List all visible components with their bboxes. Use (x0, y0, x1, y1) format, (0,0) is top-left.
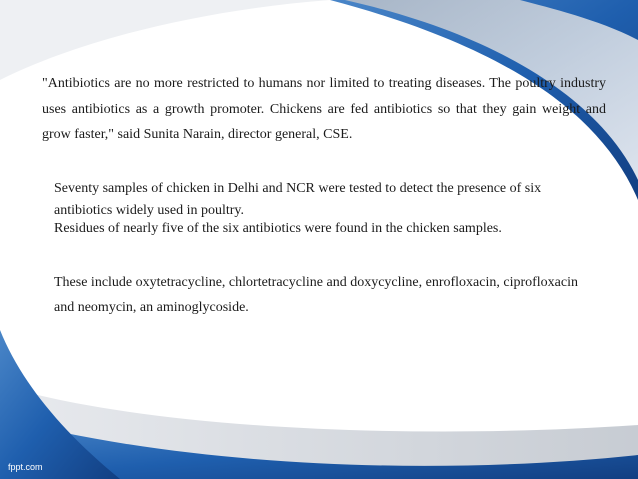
samples-paragraph: Seventy samples of chicken in Delhi and NCR were tested to detect the presence of six antibiotics widely used in poultry. (54, 181, 542, 218)
quote-paragraph: "Antibiotics are no more restricted to humans nor limited to treating diseases. The poultry industry uses antibiotics as a growth promoter. Chickens are fed antibiotics so that they gain weight and grow faster," said Sunita Narain, director general, CSE. (42, 76, 606, 142)
residues-paragraph: Residues of nearly five of the six antibiotics were found in the chicken samples. (54, 221, 502, 236)
fppt-watermark: fppt.com (8, 462, 43, 472)
antibiotics-list-paragraph: These include oxytetracycline, chlortetracycline and doxycycline, enrofloxacin, ciprofloxacin and neomycin, an aminoglycoside. (54, 275, 578, 315)
